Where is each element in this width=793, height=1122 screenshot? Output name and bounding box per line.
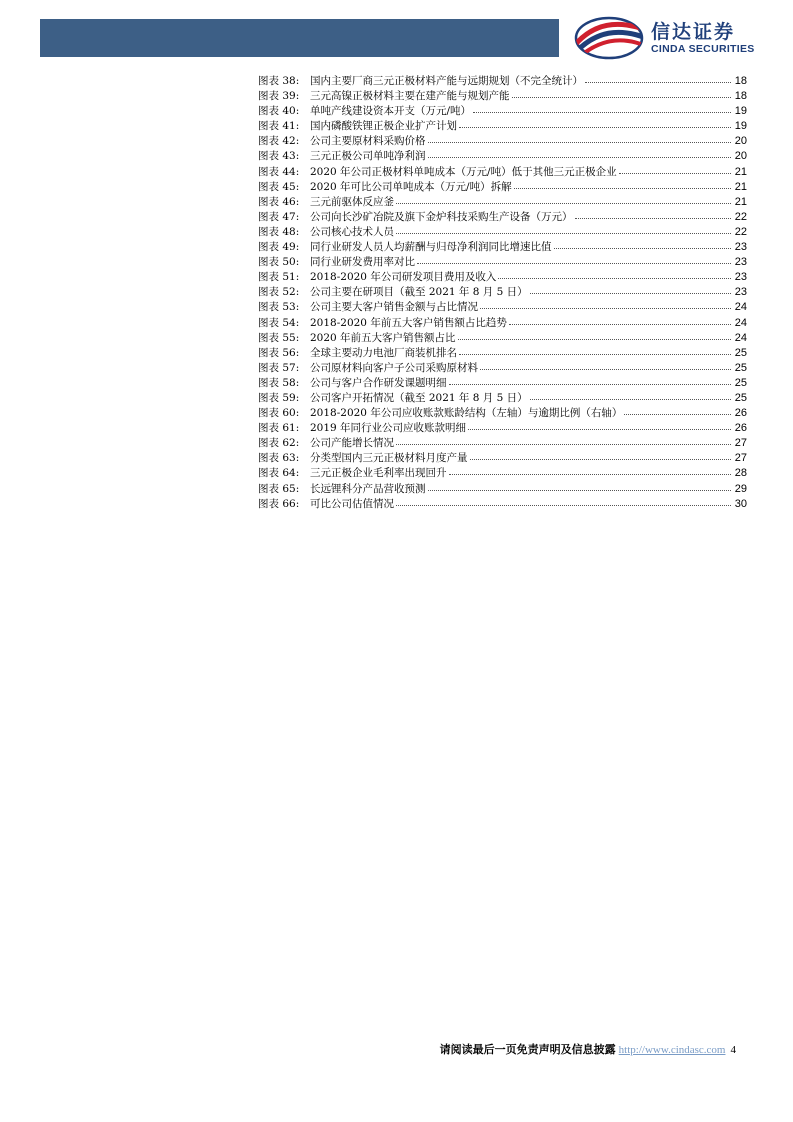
toc-entry[interactable] [258, 73, 747, 88]
toc-entry[interactable] [258, 405, 747, 420]
toc-entry-title: 三元前驱体反应釜 [310, 195, 394, 208]
toc-entry[interactable] [258, 360, 747, 375]
toc-entry-number: 图表 64: [258, 467, 300, 480]
toc-entry[interactable] [258, 375, 747, 390]
toc-entry-page: 26 [734, 422, 747, 435]
toc-entry-number: 图表 61: [258, 422, 300, 435]
toc-entry-number: 图表 45: [258, 180, 300, 193]
toc-entry-page: 20 [734, 135, 747, 148]
toc-leader-dots [458, 329, 731, 340]
cinda-logo [574, 15, 774, 61]
toc-entry-title: 分类型国内三元正极材料月度产量 [310, 452, 468, 465]
toc-entry-number: 图表 63: [258, 452, 300, 465]
toc-entry-number: 图表 58: [258, 376, 300, 389]
toc-entry-number: 图表 47: [258, 210, 300, 223]
toc-entry[interactable] [258, 450, 747, 465]
cinda-logo-icon [574, 16, 644, 60]
toc-leader-dots [396, 223, 731, 234]
toc-entry-title: 同行业研发费用率对比 [310, 256, 415, 269]
toc-entry-title: 三元正极企业毛利率出现回升 [310, 467, 447, 480]
figure-index-list [258, 73, 747, 511]
toc-leader-dots [554, 238, 732, 249]
toc-entry-number: 图表 38: [258, 75, 300, 87]
toc-entry[interactable] [258, 330, 747, 345]
disclaimer-notice: 请阅读最后一页免责声明及信息披露 [439, 1043, 616, 1056]
toc-entry-number: 图表 59: [258, 391, 300, 404]
toc-entry-number: 图表 51: [258, 271, 300, 284]
toc-leader-dots [396, 434, 731, 445]
toc-leader-dots [480, 298, 731, 309]
toc-entry-number: 图表 52: [258, 286, 300, 299]
toc-entry-page: 21 [734, 180, 747, 193]
toc-entry-number: 图表 55: [258, 331, 300, 344]
toc-entry[interactable] [258, 209, 747, 224]
toc-entry[interactable] [258, 254, 747, 269]
toc-leader-dots [575, 208, 732, 219]
toc-entry-title: 三元正极公司单吨净利润 [310, 150, 426, 163]
toc-entry-number: 图表 54: [258, 316, 300, 329]
toc-entry[interactable] [258, 133, 747, 148]
toc-entry-page: 27 [734, 452, 747, 465]
toc-entry[interactable] [258, 179, 747, 194]
toc-leader-dots [470, 449, 732, 460]
toc-leader-dots [530, 389, 731, 400]
toc-leader-dots [509, 314, 731, 325]
toc-leader-dots [428, 147, 732, 158]
toc-entry-title: 2018-2020 年前五大客户销售额占比趋势 [310, 316, 507, 329]
toc-leader-dots [428, 132, 732, 143]
toc-entry-title: 国内主要厂商三元正极材料产能与远期规划（不完全统计） [310, 75, 583, 87]
toc-entry-page: 23 [734, 241, 747, 254]
toc-entry-title: 公司主要大客户销售金额与占比情况 [310, 301, 478, 314]
toc-entry-number: 图表 53: [258, 301, 300, 314]
toc-leader-dots [396, 495, 731, 506]
toc-entry[interactable] [258, 284, 747, 299]
toc-entry-title: 2020 年前五大客户销售额占比 [310, 331, 456, 344]
toc-entry-title: 单吨产线建设资本开支（万元/吨） [310, 105, 472, 118]
toc-leader-dots [473, 102, 731, 113]
toc-entry[interactable] [258, 345, 747, 360]
toc-entry-page: 25 [734, 391, 747, 404]
toc-leader-dots [480, 359, 731, 370]
toc-entry-page: 26 [734, 407, 747, 420]
toc-entry[interactable] [258, 481, 747, 496]
toc-entry-page: 29 [734, 482, 747, 495]
toc-entry-number: 图表 66: [258, 497, 300, 510]
toc-entry-title: 2018-2020 年公司应收账款账龄结构（左轴）与逾期比例（右轴） [310, 407, 623, 420]
toc-entry[interactable] [258, 88, 747, 103]
toc-entry-page: 18 [734, 75, 747, 87]
website-link[interactable]: http://www.cindasc.com [618, 1044, 726, 1056]
toc-leader-dots [417, 253, 731, 264]
toc-entry-title: 公司产能增长情况 [310, 437, 394, 450]
toc-leader-dots [396, 193, 731, 204]
toc-entry-page: 22 [734, 225, 747, 238]
toc-leader-dots [459, 344, 731, 355]
toc-entry-number: 图表 50: [258, 256, 300, 269]
toc-leader-dots [512, 87, 732, 98]
toc-entry-title: 三元高镍正极材料主要在建产能与规划产能 [310, 90, 510, 103]
toc-entry-page: 25 [734, 361, 747, 374]
toc-entry-page: 19 [734, 105, 747, 118]
toc-entry-number: 图表 56: [258, 346, 300, 359]
toc-entry-page: 21 [734, 195, 747, 208]
toc-entry-number: 图表 49: [258, 241, 300, 254]
toc-entry-page: 24 [734, 316, 747, 329]
toc-entry-page: 18 [734, 90, 747, 103]
toc-leader-dots [619, 163, 731, 174]
toc-entry[interactable] [258, 164, 747, 179]
toc-entry-title: 公司主要原材料采购价格 [310, 135, 426, 148]
toc-entry-title: 2020 年可比公司单吨成本（万元/吨）拆解 [310, 180, 512, 193]
toc-entry-title: 公司核心技术人员 [310, 225, 394, 238]
toc-entry-number: 图表 44: [258, 165, 300, 178]
toc-entry-page: 19 [734, 120, 747, 133]
toc-leader-dots [514, 178, 731, 189]
toc-entry-title: 公司向长沙矿冶院及旗下金炉科技采购生产设备（万元） [310, 210, 573, 223]
toc-leader-dots [428, 480, 732, 491]
toc-entry-page: 23 [734, 271, 747, 284]
toc-entry-title: 同行业研发人员人均薪酬与归母净利润同比增速比值 [310, 241, 552, 254]
toc-leader-dots [459, 117, 731, 128]
toc-entry-number: 图表 40: [258, 105, 300, 118]
toc-entry-page: 24 [734, 331, 747, 344]
toc-entry-title: 公司原材料向客户子公司采购原材料 [310, 361, 478, 374]
toc-entry[interactable] [258, 299, 747, 314]
toc-entry-title: 公司与客户合作研发课题明细 [310, 376, 447, 389]
toc-entry-number: 图表 46: [258, 195, 300, 208]
toc-entry-title: 长远锂科分产品营收预测 [310, 482, 426, 495]
toc-leader-dots [449, 464, 732, 475]
toc-entry-number: 图表 43: [258, 150, 300, 163]
toc-entry-page: 28 [734, 467, 747, 480]
toc-entry-number: 图表 65: [258, 482, 300, 495]
toc-entry-number: 图表 48: [258, 225, 300, 238]
toc-leader-dots [530, 283, 731, 294]
toc-entry-number: 图表 57: [258, 361, 300, 374]
toc-entry[interactable] [258, 194, 747, 209]
toc-entry[interactable] [258, 224, 747, 239]
toc-entry[interactable] [258, 435, 747, 450]
toc-entry-number: 图表 39: [258, 90, 300, 103]
toc-entry-number: 图表 60: [258, 407, 300, 420]
toc-leader-dots [468, 419, 731, 430]
toc-entry[interactable] [258, 103, 747, 118]
toc-entry-page: 24 [734, 301, 747, 314]
toc-entry[interactable] [258, 239, 747, 254]
toc-entry-title: 2019 年同行业公司应收账款明细 [310, 422, 467, 435]
toc-entry[interactable] [258, 148, 747, 163]
page-footer [440, 1041, 736, 1057]
toc-entry-page: 21 [734, 165, 747, 178]
toc-entry-page: 20 [734, 150, 747, 163]
page-number: 4 [730, 1044, 736, 1056]
toc-entry[interactable] [258, 420, 747, 435]
toc-entry-number: 图表 62: [258, 437, 300, 450]
toc-entry-number: 图表 42: [258, 135, 300, 148]
logo-chinese-text: 信达证券 [651, 21, 736, 43]
toc-entry-page: 25 [734, 346, 747, 359]
toc-leader-dots [449, 374, 732, 385]
toc-entry-page: 23 [734, 256, 747, 269]
toc-entry-page: 30 [734, 497, 747, 510]
toc-entry-page: 27 [734, 437, 747, 450]
toc-entry-title: 全球主要动力电池厂商装机排名 [310, 346, 457, 359]
toc-entry-page: 22 [734, 210, 747, 223]
toc-entry[interactable] [258, 315, 747, 330]
toc-leader-dots [624, 404, 731, 415]
toc-entry-title: 国内磷酸铁锂正极企业扩产计划 [310, 120, 457, 133]
toc-entry[interactable] [258, 465, 747, 480]
logo-english-text: CINDA SECURITIES [651, 43, 755, 55]
toc-entry-title: 公司主要在研项目（截至 2021 年 8 月 5 日） [310, 286, 528, 299]
toc-entry-title: 2018-2020 年公司研发项目费用及收入 [310, 271, 497, 284]
toc-entry-title: 可比公司估值情况 [310, 497, 394, 510]
toc-entry[interactable] [258, 269, 747, 284]
toc-entry[interactable] [258, 390, 747, 405]
toc-entry[interactable] [258, 118, 747, 133]
toc-entry-title: 公司客户开拓情况（截至 2021 年 8 月 5 日） [310, 391, 528, 404]
toc-entry[interactable] [258, 496, 747, 511]
toc-entry-page: 25 [734, 376, 747, 389]
header-banner [40, 19, 559, 57]
toc-leader-dots [585, 72, 731, 83]
toc-entry-title: 2020 年公司正极材料单吨成本（万元/吨）低于其他三元正极企业 [310, 165, 617, 178]
toc-leader-dots [498, 268, 731, 279]
toc-entry-number: 图表 41: [258, 120, 300, 133]
toc-entry-page: 23 [734, 286, 747, 299]
